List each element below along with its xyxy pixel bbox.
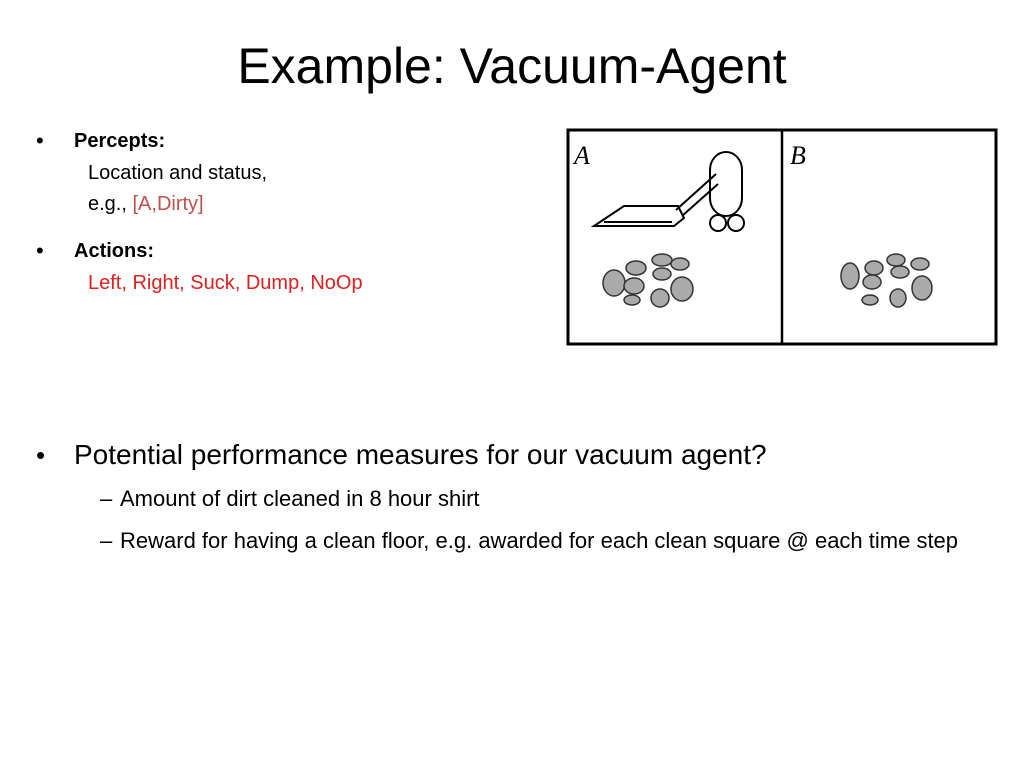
room-a-label: A — [574, 141, 590, 170]
percepts-example-prefix: e.g., — [88, 193, 133, 215]
actions-list: Left, Right, Suck, Dump, NoOp — [88, 272, 363, 294]
dash-marker: – — [100, 528, 113, 553]
bullet-marker: • — [36, 128, 44, 153]
list-item-text: Amount of dirt cleaned in 8 hour shirt — [120, 486, 480, 511]
percepts-example-value: [A,Dirty] — [132, 193, 204, 215]
percepts-heading: Percepts: — [74, 130, 166, 152]
percepts-example — [36, 190, 267, 218]
performance-measures-list — [100, 482, 1000, 558]
vacuum-world-diagram — [566, 126, 1000, 348]
list-item — [100, 482, 1000, 516]
question-text: Potential performance measures for our vacuum agent? — [74, 439, 767, 470]
slide-title: Example: Vacuum-Agent — [237, 38, 787, 94]
bullet-marker: • — [36, 440, 46, 470]
actions-bullet — [36, 236, 363, 300]
performance-question — [36, 436, 767, 474]
actions-heading: Actions: — [74, 240, 154, 262]
dash-marker: – — [100, 486, 113, 511]
percepts-description: Location and status, — [88, 162, 268, 184]
list-item-text: Reward for having a clean floor, e.g. awarded for each clean square @ each time step — [120, 528, 959, 553]
percepts-bullet — [36, 126, 267, 218]
list-item — [100, 524, 1000, 558]
bullet-marker: • — [36, 238, 44, 263]
room-b-label: B — [790, 141, 806, 170]
